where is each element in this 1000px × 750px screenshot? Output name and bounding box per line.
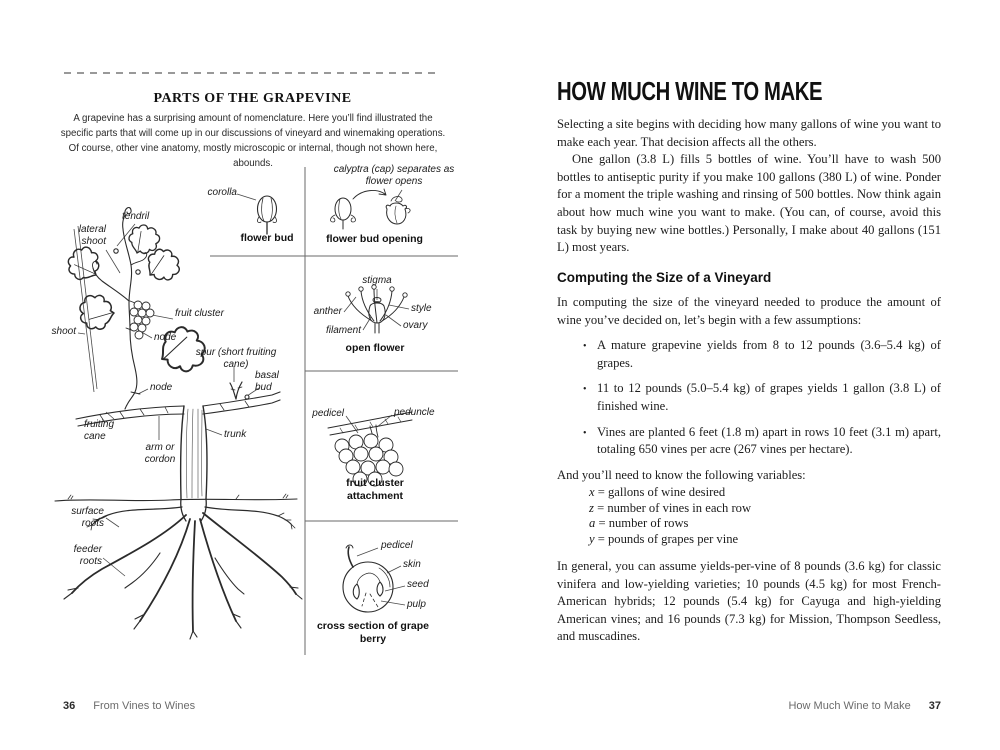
diagram-label-peduncle: peduncle (394, 407, 435, 418)
paragraph-1: Selecting a site begins with deciding how many gallons of wine you want to make each year. That decision affects all the others. (557, 117, 941, 149)
variable-line (589, 516, 941, 531)
right-page-number: 37 (928, 700, 941, 712)
diagram-label-node-upper: node (154, 332, 177, 343)
variable-definition: = pounds of grapes per vine (597, 531, 739, 546)
diagram-caption-cross-section: cross section of grape berry (316, 620, 430, 645)
grapevine-diagram (40, 163, 460, 683)
diagram-label-style: style (411, 303, 432, 314)
diagram-label-basal-bud: basal bud (255, 370, 279, 393)
variable-line (589, 485, 941, 500)
diagram-label-seed: seed (407, 579, 429, 590)
list-item-text: Vines are planted 6 feet (1.8 m) apart in rows 10 feet (3.1 m) apart, totaling 650 vines per acre (267 vines per hectare). (597, 424, 941, 457)
diagram-label-spur: spur (short fruiting cane) (195, 347, 277, 370)
list-item (583, 337, 941, 372)
bullet-icon: • (583, 427, 587, 439)
diagram-label-stigma: stigma (362, 275, 392, 286)
diagram-label-skin: skin (403, 559, 421, 570)
diagram-label-node-lower: node (150, 382, 173, 393)
diagram-label-surface-roots: surface roots (71, 506, 104, 529)
panel-intro: A grapevine has a surprising amount of nomenclature. Here you’ll find illustrated the specific parts that will come up in our discussions of vineyard and winemaking operations. Of course, other vine anatomy, mostly microscopic or internal, though not shown here, abounds. (60, 112, 446, 169)
diagram-label-pulp: pulp (407, 599, 426, 610)
fruit-cluster-attachment-drawing (328, 412, 412, 486)
variable-symbol: x (589, 485, 595, 500)
diagram-label-fruiting-cane: fruiting cane (84, 419, 115, 442)
variable-symbol: y (589, 531, 595, 546)
variables-list (589, 485, 941, 547)
list-item (583, 424, 941, 459)
diagram-label-trunk: trunk (224, 429, 247, 440)
diagram-label-shoot: shoot (51, 326, 76, 337)
right-page (557, 78, 941, 646)
diagram-label-arm-or-cordon: arm or cordon (144, 442, 176, 465)
diagram-caption-fruit-cluster-attachment: fruit cluster attachment (346, 477, 404, 502)
left-page-number: 36 (63, 700, 76, 712)
diagram-caption-flower-bud: flower bud (240, 232, 294, 244)
list-item-text: A mature grapevine yields from 8 to 12 pounds (3.6–5.4 kg) of grapes. (597, 338, 941, 370)
diagram-label-feeder-roots: feeder roots (73, 544, 102, 567)
diagram-label-corolla: corolla (207, 187, 237, 198)
left-page-footer (63, 700, 195, 712)
diagram-label-ovary: ovary (403, 320, 428, 331)
flower-bud-opening-drawing (331, 189, 411, 229)
diagram-label-pedicel-berry: pedicel (381, 540, 413, 551)
list-item-text: 11 to 12 pounds (5.0–5.4 kg) of grapes yields 1 gallon (3.8 L) of finished wine. (597, 381, 941, 413)
diagram-label-filament: filament (325, 325, 361, 336)
diagram-label-tendril: tendril (122, 211, 150, 222)
page-title: HOW MUCH WINE TO MAKE (557, 76, 823, 106)
right-running-title: How Much Wine to Make (788, 700, 911, 712)
variable-symbol: z (589, 500, 594, 515)
flower-bud-drawing (258, 196, 277, 234)
dashed-rule (64, 72, 441, 74)
paragraph-3: In computing the size of the vineyard needed to produce the amount of wine you’ve decided on, let’s begin with a few assumptions: (557, 294, 941, 327)
bullet-icon: • (583, 341, 587, 353)
diagram-label-pedicel-cluster: pedicel (312, 408, 344, 419)
variable-definition: = number of vines in each row (597, 500, 752, 515)
panel-title: PARTS OF THE GRAPEVINE (153, 90, 352, 106)
paragraph-4: In general, you can assume yields-per-vine of 8 pounds (3.6 kg) for classic vinifera and low-yielding varieties; 10 pounds (4.5 kg) for most French-American hybrids; 12 pounds (5.4 kg) for Cayuga and high-yielding American vines; and 16 pounds (7.3 kg) for Mission, Thompson Seedless, and muscadines. (557, 558, 941, 644)
diagram-label-anther: anther (313, 306, 342, 317)
diagram-label-calyptra-note: calyptra (cap) separates as flower opens (333, 164, 455, 187)
diagram-label-fruit-cluster: fruit cluster (175, 308, 224, 319)
variables-intro: And you’ll need to know the following variables: (557, 467, 806, 482)
paragraph-2: One gallon (3.8 L) fills 5 bottles of wine. You’ll have to wash 500 bottles to antiseptic purity if you make 100 gallons (380 L) of wine. Ponder for a moment the triple washing and rinsing of 500 bottles. Now think again about how much wine you want to make. (You can, of course, avoid this task by buying new wine bottles.) Personally, I make about 40 gallons (151 L) most years. (557, 152, 941, 255)
left-running-title: From Vines to Wines (93, 700, 196, 712)
assumptions-list (583, 337, 941, 459)
bullet-icon: • (583, 384, 587, 396)
variable-line (589, 501, 941, 516)
variable-definition: = number of rows (598, 516, 689, 531)
list-item (583, 380, 941, 415)
diagram-label-lateral-shoot: lateral shoot (78, 224, 106, 247)
right-page-footer (788, 700, 941, 712)
diagram-caption-flower-bud-opening: flower bud opening (326, 233, 423, 245)
variable-line (589, 532, 941, 547)
section-heading: Computing the Size of a Vineyard (557, 269, 772, 285)
variable-symbol: a (589, 516, 596, 531)
diagram-caption-open-flower: open flower (345, 342, 405, 354)
variable-definition: = gallons of wine desired (597, 485, 726, 500)
